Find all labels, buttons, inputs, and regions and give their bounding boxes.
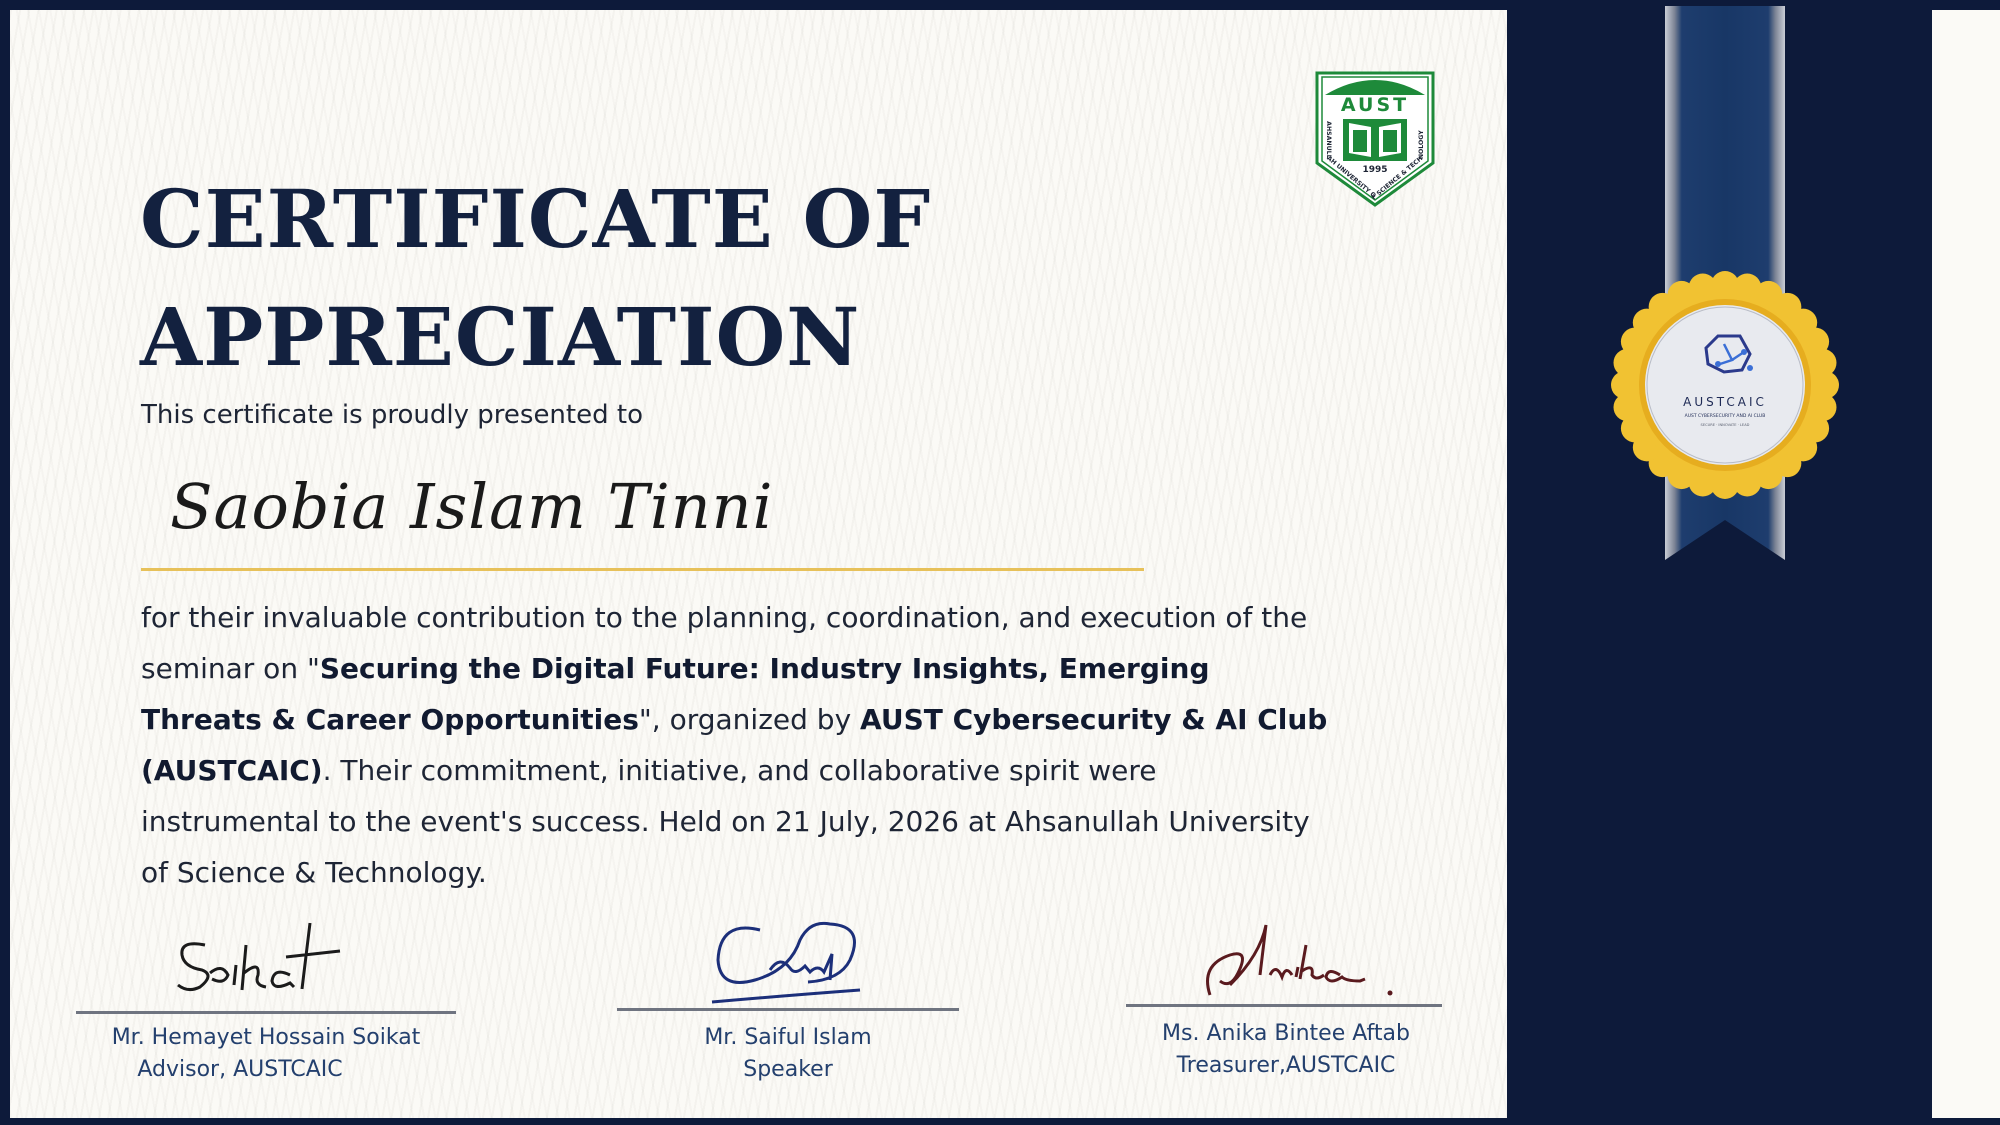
- signatory-role-3: Treasurer,AUSTCAIC: [1176, 1053, 1396, 1078]
- signatory-role-2: Speaker: [743, 1057, 833, 1082]
- austcaic-seal: [1600, 260, 1850, 510]
- signatory-name-3: Ms. Anika Bintee Aftab: [1162, 1021, 1410, 1046]
- organizer-name: AUST Cybersecurity & AI Club (AUSTCAIC): [141, 703, 1328, 787]
- svg-text:AHSANULLAH UNIVERSITY OF SCIEN: AHSANULLAH UNIVERSITY OF SCIENCE & TECHNOLOGY: [1325, 121, 1425, 202]
- signature-line-2: [617, 1008, 959, 1011]
- signature-line-3: [1126, 1004, 1442, 1007]
- seal-subtitle: AUST CYBERSECURITY AND AI CLUB: [1684, 414, 1766, 419]
- presented-to-text: This certificate is proudly presented to: [141, 400, 643, 430]
- signatory-role-1: Advisor, AUSTCAIC: [137, 1057, 343, 1082]
- recipient-underline: [141, 568, 1144, 571]
- citation-text: for their invaluable contribution to the planning, coordination, and execution of the seminar on "Securing the Digital Future: Industry Insights, Emerging Threats & Career Opportunities", organized by AUST Cybersecurity & AI Club (AUSTCAIC). Their commitment, initiative, and collaborative spirit were instrumental to the event's success. Held on 21 July, 2026 at Ahsanullah University of Science & Technology.: [141, 601, 1328, 889]
- signature-soikat: [170, 915, 350, 1005]
- recipient-name: Saobia Islam Tinni: [170, 470, 774, 543]
- signature-anika: [1190, 915, 1410, 1015]
- signature-saiful: [700, 910, 900, 1010]
- aust-logo: [1313, 67, 1437, 207]
- seminar-title: Securing the Digital Future: Industry Insights, Emerging Threats & Career Opportunities: [141, 652, 1210, 736]
- certificate-paper: [10, 10, 1507, 1118]
- signatory-name-1: Mr. Hemayet Hossain Soikat: [111, 1025, 421, 1050]
- signature-line-1: [76, 1011, 456, 1014]
- seal-name: AUSTCAIC: [1683, 395, 1767, 409]
- svg-text:AUST: AUST: [1340, 94, 1410, 116]
- right-edge-strip: [1932, 10, 2000, 1118]
- certificate-title: CERTIFICATE OF APPRECIATION: [140, 172, 932, 384]
- seal-motto: SECURE · INNOVATE · LEAD: [1700, 423, 1750, 427]
- signatory-name-2: Mr. Saiful Islam: [704, 1025, 872, 1050]
- svg-text:1995: 1995: [1362, 165, 1388, 175]
